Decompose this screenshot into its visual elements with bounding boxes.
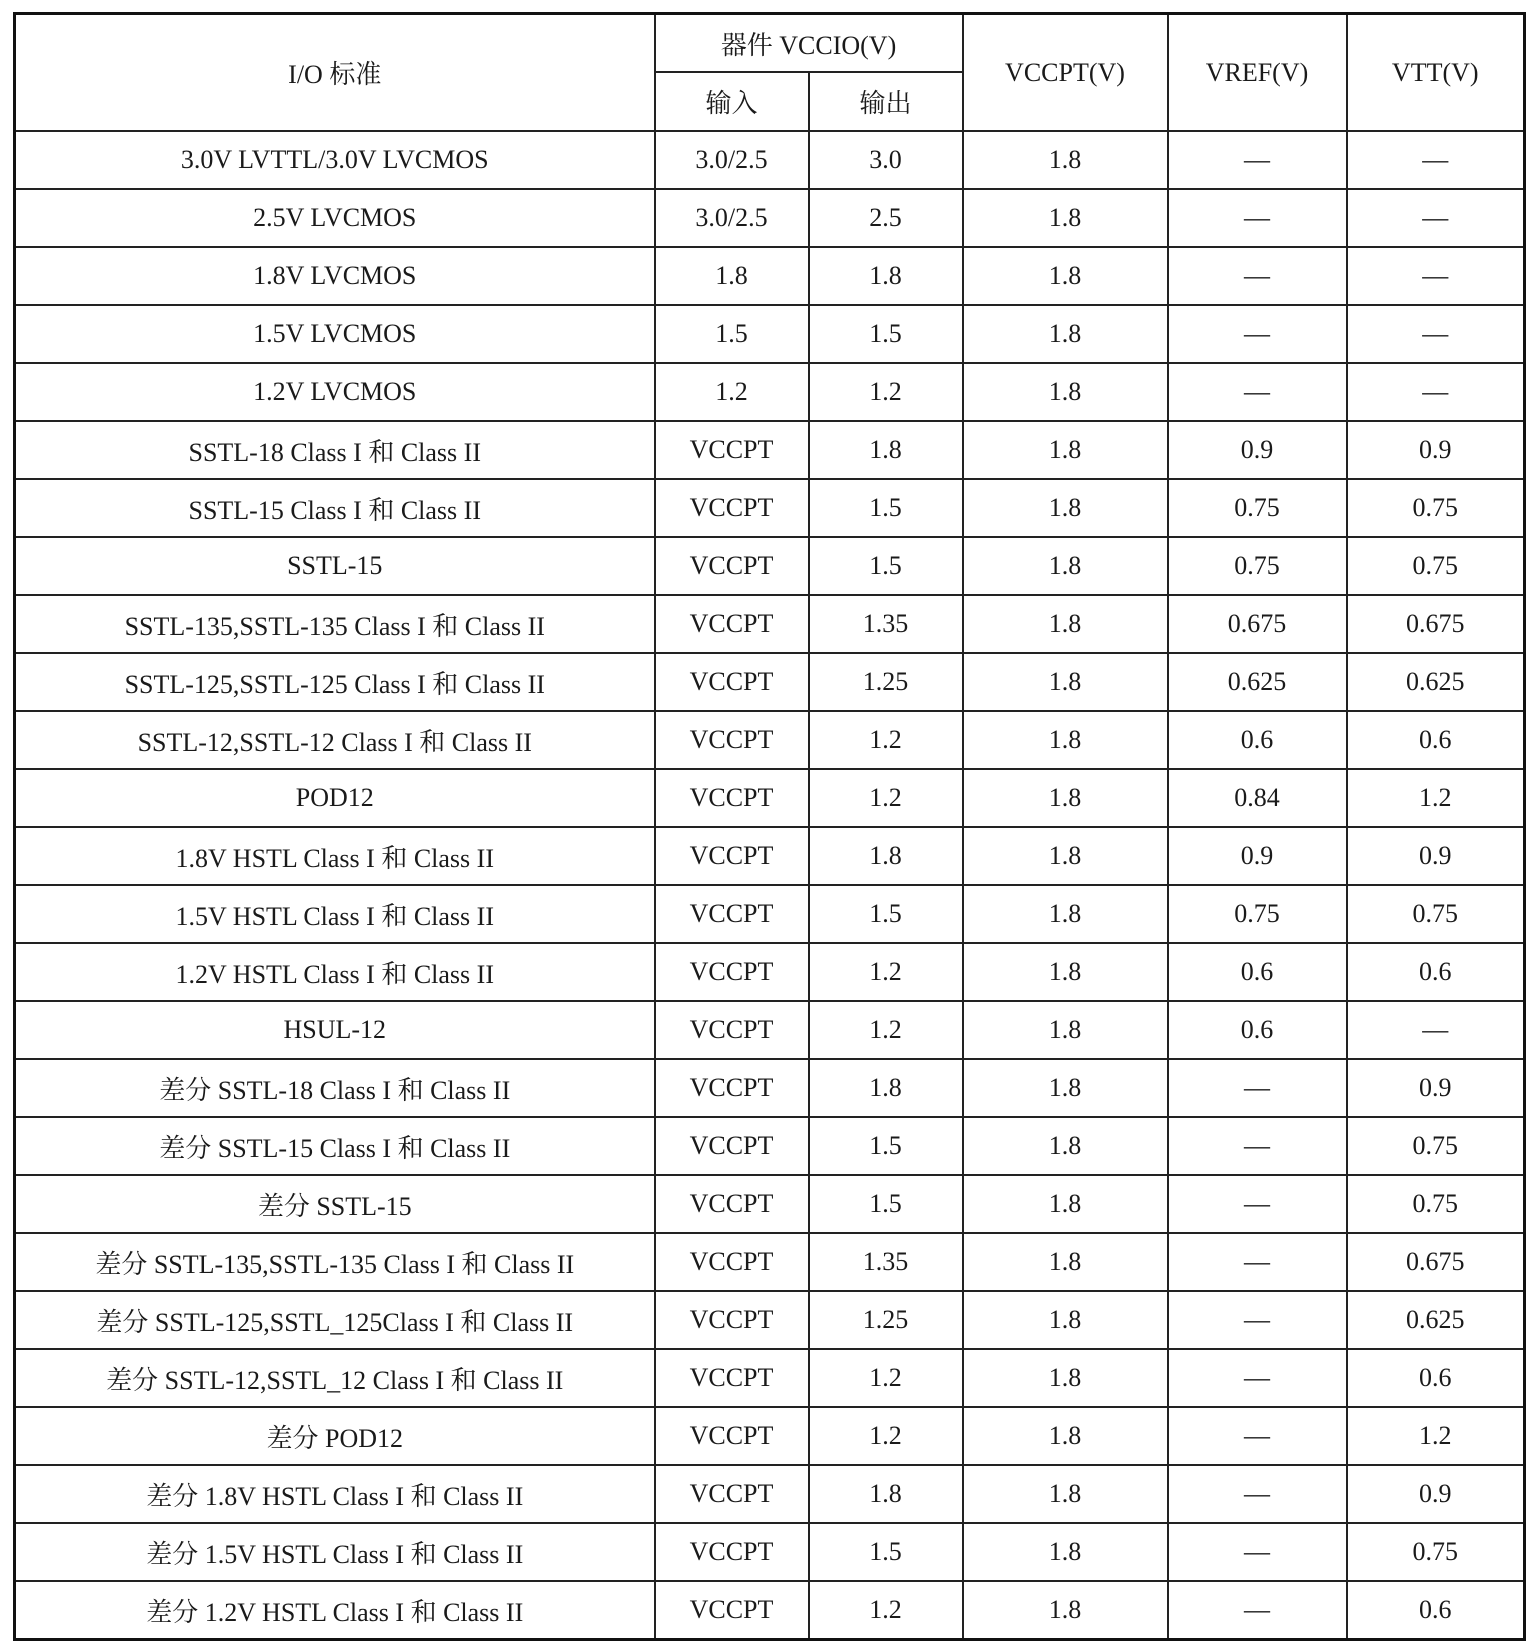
cell-input: VCCPT (655, 1291, 809, 1349)
cell-input: VCCPT (655, 1407, 809, 1465)
cell-input: VCCPT (655, 943, 809, 1001)
cell-input: VCCPT (655, 1465, 809, 1523)
cell-standard: 3.0V LVTTL/3.0V LVCMOS (15, 131, 655, 189)
cell-vtt: 0.9 (1347, 421, 1525, 479)
table-row (15, 305, 1525, 363)
cell-input: 3.0/2.5 (655, 189, 809, 247)
cell-input: VCCPT (655, 1523, 809, 1581)
cell-input: 3.0/2.5 (655, 131, 809, 189)
cell-vtt: 0.6 (1347, 1349, 1525, 1407)
cell-vref: — (1168, 1523, 1347, 1581)
cell-output: 1.2 (809, 943, 963, 1001)
cell-vref: — (1168, 363, 1347, 421)
table-row (15, 711, 1525, 769)
cell-vref: — (1168, 1349, 1347, 1407)
cell-output: 1.25 (809, 1291, 963, 1349)
cell-input: VCCPT (655, 653, 809, 711)
table-row (15, 1117, 1525, 1175)
cell-input: VCCPT (655, 537, 809, 595)
cell-standard: SSTL-125,SSTL-125 Class I 和 Class II (15, 653, 655, 711)
table-row (15, 1523, 1525, 1581)
cell-vtt: 0.9 (1347, 827, 1525, 885)
cell-standard: 差分 1.8V HSTL Class I 和 Class II (15, 1465, 655, 1523)
table-row (15, 131, 1525, 189)
cell-vccpt: 1.8 (963, 769, 1168, 827)
cell-output: 2.5 (809, 189, 963, 247)
cell-output: 1.5 (809, 537, 963, 595)
cell-output: 3.0 (809, 131, 963, 189)
cell-vccpt: 1.8 (963, 827, 1168, 885)
cell-vref: — (1168, 1117, 1347, 1175)
cell-output: 1.25 (809, 653, 963, 711)
cell-input: VCCPT (655, 479, 809, 537)
table-row (15, 769, 1525, 827)
cell-input: 1.2 (655, 363, 809, 421)
cell-vref: — (1168, 1581, 1347, 1640)
cell-vtt: 0.9 (1347, 1465, 1525, 1523)
cell-vref: 0.75 (1168, 479, 1347, 537)
cell-vccpt: 1.8 (963, 1581, 1168, 1640)
table-row (15, 421, 1525, 479)
cell-vccpt: 1.8 (963, 1291, 1168, 1349)
cell-vtt: 0.625 (1347, 653, 1525, 711)
cell-standard: SSTL-135,SSTL-135 Class I 和 Class II (15, 595, 655, 653)
cell-output: 1.5 (809, 479, 963, 537)
cell-vtt: 1.2 (1347, 1407, 1525, 1465)
table-body (15, 14, 1525, 1640)
cell-output: 1.5 (809, 305, 963, 363)
table-row (15, 653, 1525, 711)
table-row (15, 537, 1525, 595)
table-row (15, 1001, 1525, 1059)
cell-input: VCCPT (655, 1117, 809, 1175)
cell-vref: — (1168, 1233, 1347, 1291)
cell-vccpt: 1.8 (963, 537, 1168, 595)
cell-output: 1.5 (809, 1523, 963, 1581)
cell-output: 1.8 (809, 1059, 963, 1117)
cell-output: 1.2 (809, 363, 963, 421)
cell-vref: 0.6 (1168, 943, 1347, 1001)
cell-vtt: 0.75 (1347, 1523, 1525, 1581)
cell-vref: — (1168, 247, 1347, 305)
cell-vref: 0.675 (1168, 595, 1347, 653)
table-row (15, 1059, 1525, 1117)
cell-vccpt: 1.8 (963, 131, 1168, 189)
cell-output: 1.8 (809, 421, 963, 479)
cell-vref: 0.9 (1168, 421, 1347, 479)
cell-vccpt: 1.8 (963, 1059, 1168, 1117)
cell-vccpt: 1.8 (963, 1407, 1168, 1465)
header-vccio-group: 器件 VCCIO(V) (655, 14, 963, 73)
cell-vtt: — (1347, 247, 1525, 305)
table-row (15, 1349, 1525, 1407)
header-standard: I/O 标准 (15, 14, 655, 132)
cell-vref: 0.6 (1168, 711, 1347, 769)
cell-vccpt: 1.8 (963, 247, 1168, 305)
cell-vtt: — (1347, 1001, 1525, 1059)
cell-input: VCCPT (655, 1001, 809, 1059)
cell-vtt: 0.75 (1347, 1117, 1525, 1175)
cell-vtt: 0.9 (1347, 1059, 1525, 1117)
table-row (15, 1581, 1525, 1640)
cell-vref: — (1168, 131, 1347, 189)
cell-input: VCCPT (655, 1175, 809, 1233)
header-vtt: VTT(V) (1347, 14, 1525, 132)
cell-vref: 0.6 (1168, 1001, 1347, 1059)
cell-vtt: 0.75 (1347, 479, 1525, 537)
cell-standard: 差分 SSTL-18 Class I 和 Class II (15, 1059, 655, 1117)
cell-vref: 0.625 (1168, 653, 1347, 711)
cell-input: 1.8 (655, 247, 809, 305)
table-row (15, 595, 1525, 653)
cell-vtt: — (1347, 305, 1525, 363)
table-row (15, 1291, 1525, 1349)
cell-vccpt: 1.8 (963, 885, 1168, 943)
cell-standard: SSTL-15 (15, 537, 655, 595)
cell-vtt: — (1347, 131, 1525, 189)
cell-vccpt: 1.8 (963, 421, 1168, 479)
cell-standard: 差分 POD12 (15, 1407, 655, 1465)
cell-vtt: 0.6 (1347, 711, 1525, 769)
cell-vccpt: 1.8 (963, 189, 1168, 247)
cell-standard: 差分 SSTL-15 (15, 1175, 655, 1233)
cell-vtt: — (1347, 189, 1525, 247)
table-row (15, 1233, 1525, 1291)
cell-output: 1.8 (809, 827, 963, 885)
cell-vccpt: 1.8 (963, 595, 1168, 653)
cell-standard: 1.2V HSTL Class I 和 Class II (15, 943, 655, 1001)
cell-vtt: 0.675 (1347, 1233, 1525, 1291)
cell-vccpt: 1.8 (963, 653, 1168, 711)
cell-standard: SSTL-18 Class I 和 Class II (15, 421, 655, 479)
cell-standard: POD12 (15, 769, 655, 827)
table-row (15, 943, 1525, 1001)
cell-vtt: 1.2 (1347, 769, 1525, 827)
cell-vtt: 0.6 (1347, 943, 1525, 1001)
cell-vref: 0.75 (1168, 885, 1347, 943)
table-row (15, 1175, 1525, 1233)
cell-vccpt: 1.8 (963, 363, 1168, 421)
cell-output: 1.35 (809, 595, 963, 653)
cell-vref: — (1168, 1291, 1347, 1349)
cell-input: VCCPT (655, 711, 809, 769)
cell-vref: — (1168, 1175, 1347, 1233)
table-row (15, 1465, 1525, 1523)
table-row (15, 827, 1525, 885)
cell-vccpt: 1.8 (963, 711, 1168, 769)
cell-standard: 1.8V HSTL Class I 和 Class II (15, 827, 655, 885)
cell-input: VCCPT (655, 421, 809, 479)
cell-vtt: — (1347, 363, 1525, 421)
cell-vref: 0.84 (1168, 769, 1347, 827)
cell-vref: 0.9 (1168, 827, 1347, 885)
cell-output: 1.8 (809, 1465, 963, 1523)
table-row (15, 1407, 1525, 1465)
cell-output: 1.5 (809, 1117, 963, 1175)
cell-standard: SSTL-12,SSTL-12 Class I 和 Class II (15, 711, 655, 769)
cell-standard: 差分 1.5V HSTL Class I 和 Class II (15, 1523, 655, 1581)
cell-vref: — (1168, 189, 1347, 247)
cell-vtt: 0.75 (1347, 1175, 1525, 1233)
cell-input: VCCPT (655, 1059, 809, 1117)
cell-standard: 1.5V LVCMOS (15, 305, 655, 363)
cell-output: 1.2 (809, 1581, 963, 1640)
cell-vref: 0.75 (1168, 537, 1347, 595)
cell-vccpt: 1.8 (963, 1523, 1168, 1581)
cell-input: VCCPT (655, 769, 809, 827)
table-row (15, 363, 1525, 421)
cell-input: VCCPT (655, 1349, 809, 1407)
cell-vccpt: 1.8 (963, 943, 1168, 1001)
header-vccpt: VCCPT(V) (963, 14, 1168, 132)
header-vref: VREF(V) (1168, 14, 1347, 132)
table-row (15, 189, 1525, 247)
cell-vtt: 0.675 (1347, 595, 1525, 653)
cell-vtt: 0.75 (1347, 537, 1525, 595)
cell-input: 1.5 (655, 305, 809, 363)
cell-vccpt: 1.8 (963, 1001, 1168, 1059)
cell-standard: 差分 SSTL-15 Class I 和 Class II (15, 1117, 655, 1175)
io-standard-table (13, 12, 1526, 1641)
cell-vccpt: 1.8 (963, 1349, 1168, 1407)
header-output: 输出 (809, 72, 963, 131)
cell-vref: — (1168, 1059, 1347, 1117)
cell-input: VCCPT (655, 1233, 809, 1291)
cell-vtt: 0.75 (1347, 885, 1525, 943)
cell-standard: 2.5V LVCMOS (15, 189, 655, 247)
cell-output: 1.8 (809, 247, 963, 305)
cell-vccpt: 1.8 (963, 1465, 1168, 1523)
cell-standard: 1.8V LVCMOS (15, 247, 655, 305)
cell-standard: 差分 SSTL-125,SSTL_125Class I 和 Class II (15, 1291, 655, 1349)
cell-vccpt: 1.8 (963, 305, 1168, 363)
cell-output: 1.2 (809, 769, 963, 827)
table-row (15, 885, 1525, 943)
cell-output: 1.5 (809, 1175, 963, 1233)
cell-output: 1.2 (809, 1001, 963, 1059)
cell-vccpt: 1.8 (963, 479, 1168, 537)
cell-vccpt: 1.8 (963, 1233, 1168, 1291)
cell-standard: 差分 1.2V HSTL Class I 和 Class II (15, 1581, 655, 1640)
cell-standard: HSUL-12 (15, 1001, 655, 1059)
header-input: 输入 (655, 72, 809, 131)
cell-output: 1.2 (809, 1407, 963, 1465)
cell-vref: — (1168, 305, 1347, 363)
cell-output: 1.35 (809, 1233, 963, 1291)
cell-vref: — (1168, 1407, 1347, 1465)
cell-vref: — (1168, 1465, 1347, 1523)
cell-vccpt: 1.8 (963, 1117, 1168, 1175)
header-row-top (15, 14, 1525, 73)
cell-input: VCCPT (655, 827, 809, 885)
cell-output: 1.2 (809, 1349, 963, 1407)
cell-output: 1.2 (809, 711, 963, 769)
cell-input: VCCPT (655, 1581, 809, 1640)
table-row (15, 479, 1525, 537)
cell-standard: 1.2V LVCMOS (15, 363, 655, 421)
cell-standard: SSTL-15 Class I 和 Class II (15, 479, 655, 537)
cell-output: 1.5 (809, 885, 963, 943)
cell-input: VCCPT (655, 885, 809, 943)
cell-standard: 差分 SSTL-12,SSTL_12 Class I 和 Class II (15, 1349, 655, 1407)
cell-standard: 差分 SSTL-135,SSTL-135 Class I 和 Class II (15, 1233, 655, 1291)
cell-vtt: 0.6 (1347, 1581, 1525, 1640)
cell-vtt: 0.625 (1347, 1291, 1525, 1349)
cell-input: VCCPT (655, 595, 809, 653)
table-row (15, 247, 1525, 305)
cell-vccpt: 1.8 (963, 1175, 1168, 1233)
cell-standard: 1.5V HSTL Class I 和 Class II (15, 885, 655, 943)
